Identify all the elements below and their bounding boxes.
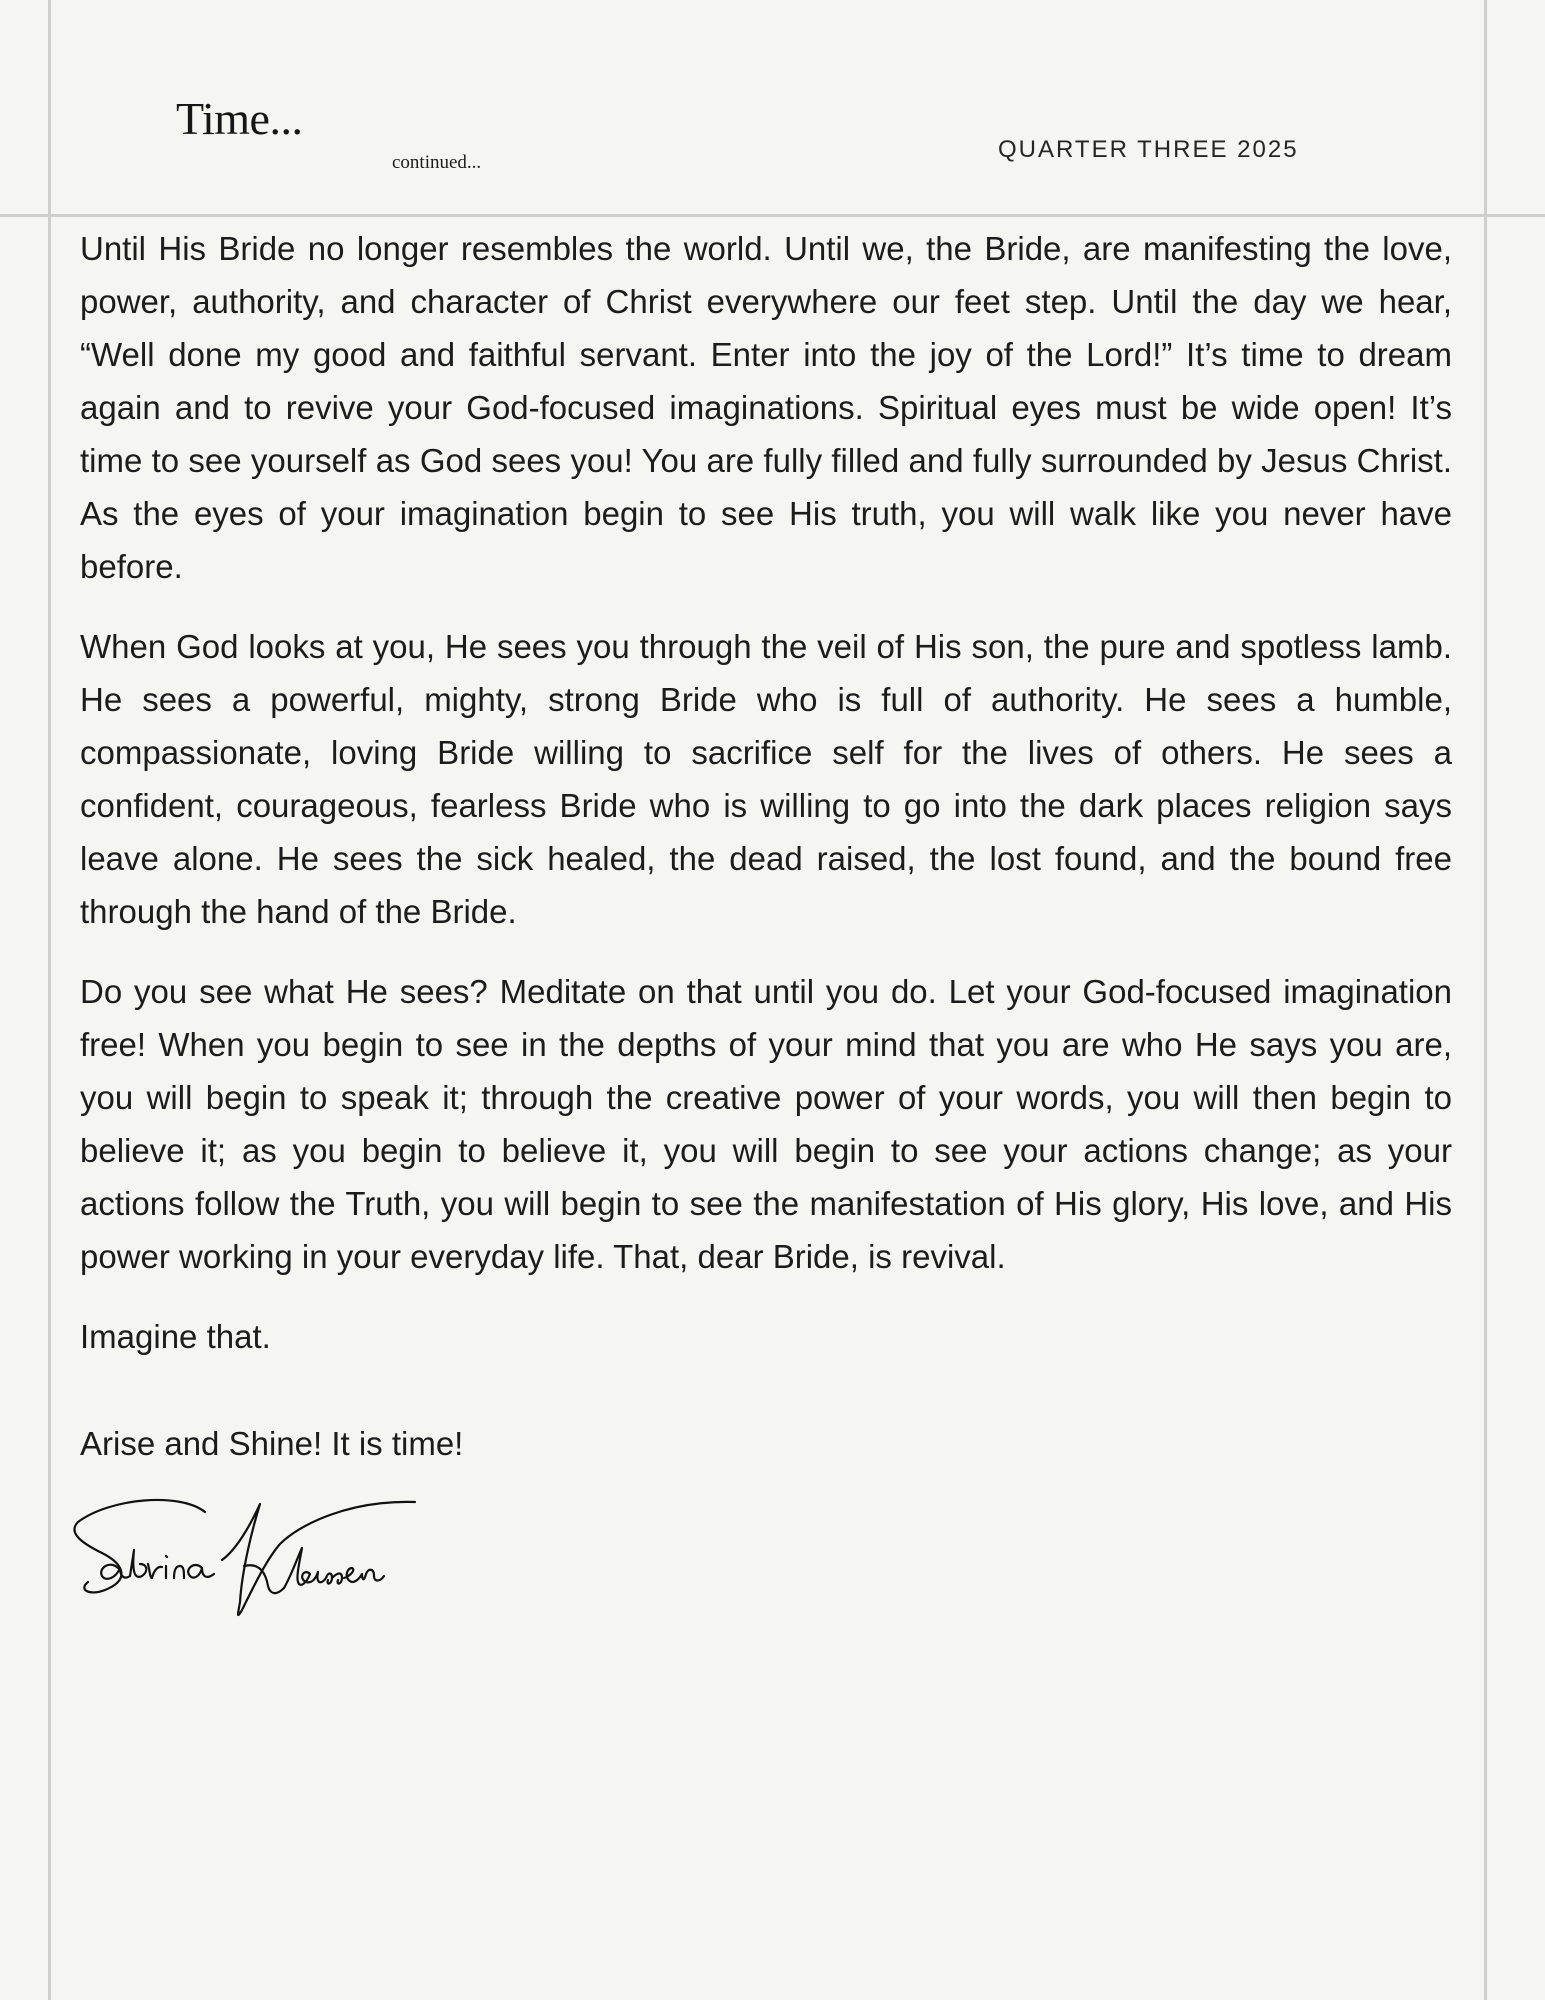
article-body — [80, 222, 1452, 1470]
page-border-right — [1484, 0, 1487, 2000]
page-border-left — [48, 0, 51, 2000]
paragraph-3: Do you see what He sees? Meditate on that until you do. Let your God-focused imagination free! When you begin to see in the depths of your mind that you are who He says you are, you will begin to speak it; through the creative power of your words, you will then begin to believe it; as you begin to believe it, you will begin to see your actions change; as your actions follow the Truth, you will begin to see the manifestation of His glory, His love, and His power working in your everyday life. That, dear Bride, is revival. — [80, 973, 1452, 1275]
header-divider — [0, 214, 1545, 217]
page-subtitle: continued... — [392, 152, 482, 173]
closing-line: Arise and Shine! It is time! — [80, 1425, 464, 1462]
paragraph-2: When God looks at you, He sees you through the veil of His son, the pure and spotless lamb. He sees a powerful, mighty, strong Bride who is full of authority. He sees a humble, compassionate, loving Bride willing to sacrifice self for the lives of others. He sees a confident, courageous, fearless Bride who is willing to go into the dark places religion says leave alone. He sees the sick healed, the dead raised, the lost found, and the bound free through the hand of the Bride. — [80, 628, 1452, 930]
imagine-line: Imagine that. — [80, 1318, 271, 1355]
page-title: Time... — [176, 93, 303, 144]
issue-label: QUARTER THREE 2025 — [998, 136, 1299, 163]
signature-image — [70, 1490, 430, 1625]
paragraph-1: Until His Bride no longer resembles the world. Until we, the Bride, are manifesting the love, power, authority, and character of Christ everywhere our feet step. Until the day we hear, “Well done my good and faithful servant. Enter into the joy of the Lord!” It’s time to dream again and to revive your God-focused imaginations. Spiritual eyes must be wide open! It’s time to see yourself as God sees you! You are fully filled and fully surrounded by Jesus Christ. As the eyes of your imagination begin to see His truth, you will walk like you never have before. — [80, 230, 1452, 585]
